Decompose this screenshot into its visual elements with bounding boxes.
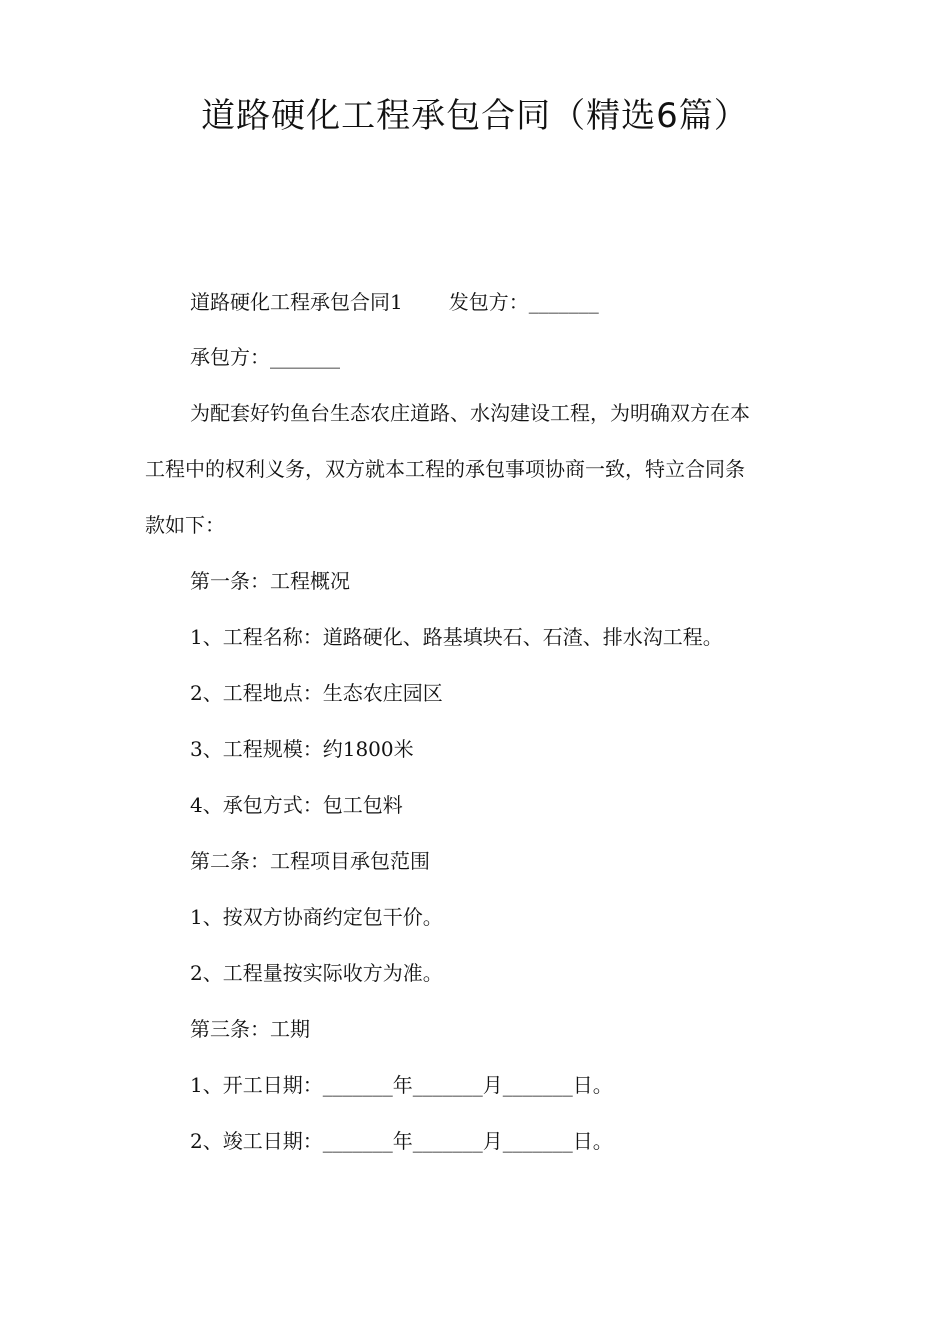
article-3-heading: 第三条：工期 xyxy=(190,1017,310,1041)
article-3-item: 2、竣工日期：_______年_______月_______日。 xyxy=(190,1129,613,1153)
article-1-item: 4、承包方式：包工包料 xyxy=(190,793,403,817)
article-1-heading: 第一条：工程概况 xyxy=(190,569,350,593)
article-3-item: 1、开工日期：_______年_______月_______日。 xyxy=(190,1073,613,1097)
article-1-item: 3、工程规模：约1800米 xyxy=(190,737,414,761)
intro-line-1: 为配套好钓鱼台生态农庄道路、水沟建设工程，为明确双方在本 xyxy=(190,401,750,425)
article-2-heading: 第二条：工程项目承包范围 xyxy=(190,849,430,873)
intro-line-3: 款如下： xyxy=(145,513,225,537)
contract-name: 道路硬化工程承包合同1 xyxy=(190,290,403,314)
article-2-item: 2、工程量按实际收方为准。 xyxy=(190,961,443,985)
intro-line-2: 工程中的权利义务，双方就本工程的承包事项协商一致，特立合同条 xyxy=(145,457,745,481)
contractor-line: 承包方：_______ xyxy=(190,345,340,369)
contract-header-line xyxy=(190,288,599,316)
article-2-item: 1、按双方协商约定包干价。 xyxy=(190,905,443,929)
article-1-item: 2、工程地点：生态农庄园区 xyxy=(190,681,443,705)
employer-label: 发包方：_______ xyxy=(448,290,599,314)
article-1-item: 1、工程名称：道路硬化、路基填块石、石渣、排水沟工程。 xyxy=(190,625,723,649)
document-title: 道路硬化工程承包合同（精选6篇） xyxy=(201,96,749,136)
